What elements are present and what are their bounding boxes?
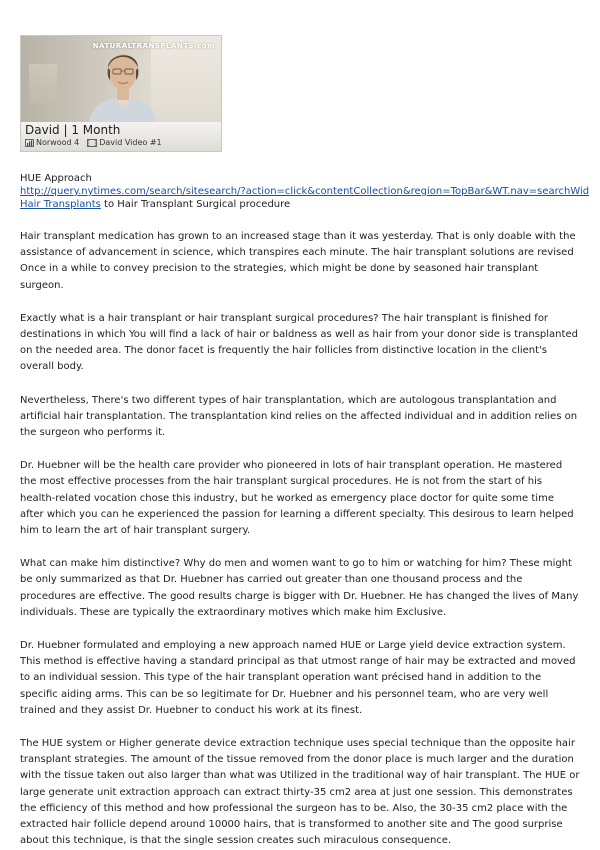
link-line: [20, 198, 580, 211]
paragraph: The HUE system or Higher generate device extraction technique uses special technique than the opposite hair transplant strategies. The amount of the tissue removed from the donor place is much larger and the duration with the tissue taken out also larger than what was Utilized in the traditional way of hair transplant. The HUE or large generate unit extraction approach can extract thirty-35 cm2 area at just one session. This demonstrates the efficiency of this method and how professional the surgeon has to be. Also, the 30-35 cm2 place with the extracted hair follicle depend around 10000 hairs, that is transformed to another site and The good surprise about this technique, is that the single session creates such miraculous consequence.: [20, 738, 580, 847]
video-link-label: David Video #1: [99, 138, 162, 147]
video-thumbnail[interactable]: [20, 35, 222, 152]
bar-chart-icon: [25, 139, 34, 147]
norwood-label: Norwood 4: [36, 138, 80, 147]
person-figure: [83, 42, 163, 122]
video-frame: [21, 36, 221, 122]
video-title: David | 1 Month: [25, 123, 121, 137]
paragraph: Exactly what is a hair transplant or hair transplant surgical procedures? The hair transplant is finished for destinations in which You will find a lack of hair or baldness as well as hair from your donor side is transplanted on the needed area. The donor facet is frequently the hair follicles from distinctive location in the client's overall body.: [20, 312, 578, 373]
video-meta: [25, 138, 162, 147]
paragraph: Nevertheless, There's two different types of hair transplantation, which are autologous transplantation and artificial hair transplantation. The transplantation kind relies on the affected individual and in addition relies on the surgeon who performs it.: [20, 394, 578, 439]
paragraph: Dr. Huebner formulated and employing a new approach named HUE or Large yield device extraction system. This method is effective having a standard principal as that utmost range of hair may be extracted and moved to an individual session. This type of the hair transplant operation want précised hand in addition to the specific aiding arms. This can be so legitimate for Dr. Huebner and his personnel team, who are very well trained and they assist Dr. Huebner to conduct his work at its finest.: [20, 640, 576, 716]
background-shelf: [29, 64, 57, 104]
paragraph: What can make him distinctive? Why do men and women want to go to him or watching for him? These might be only summarized as that Dr. Huebner has carried out greater than one thousand process and the procedures are effective. The good results charge is bigger with Dr. Huebner. He has changed the lives of Many individuals. These are typically the extraordinary motives which make him Exclusive.: [20, 558, 579, 618]
article-heading: HUE Approach: [20, 173, 92, 184]
paragraph: Dr. Huebner will be the health care provider who pioneered in lots of hair transplant operation. He mastered the most effective processes from the hair transplant surgical procedures. He is not from the start of his health-related vocation chose this industry, but he worked as emergency place doctor for quite some time after which you can he experienced the passion for learning a different specialty. This desirous to learn helped him to learn the art of hair transplant surgery.: [20, 460, 574, 537]
source-url-link[interactable]: http://query.nytimes.com/search/sitesearch/?action=click&contentCollection&region=TopBar&WT.nav=searchWid: [20, 186, 590, 197]
paragraph: Hair transplant medication has grown to an increased stage than it was yesterday. That is only doable with the assistance of advancement in science, which transpires each minute. The hair transplant solutions are revised Once in a while to convey precision to the strategies, which might be done by seasoned hair transplant surgeon.: [20, 231, 576, 291]
link-suffix: to Hair Transplant Surgical procedure: [100, 199, 291, 210]
film-icon: [87, 139, 97, 147]
brand-logo: NATURALTRANSPLANTS.com: [92, 42, 215, 50]
hair-transplants-link[interactable]: Hair Transplants: [20, 199, 101, 210]
video-caption: [21, 122, 221, 151]
document-page: [20, 35, 590, 850]
